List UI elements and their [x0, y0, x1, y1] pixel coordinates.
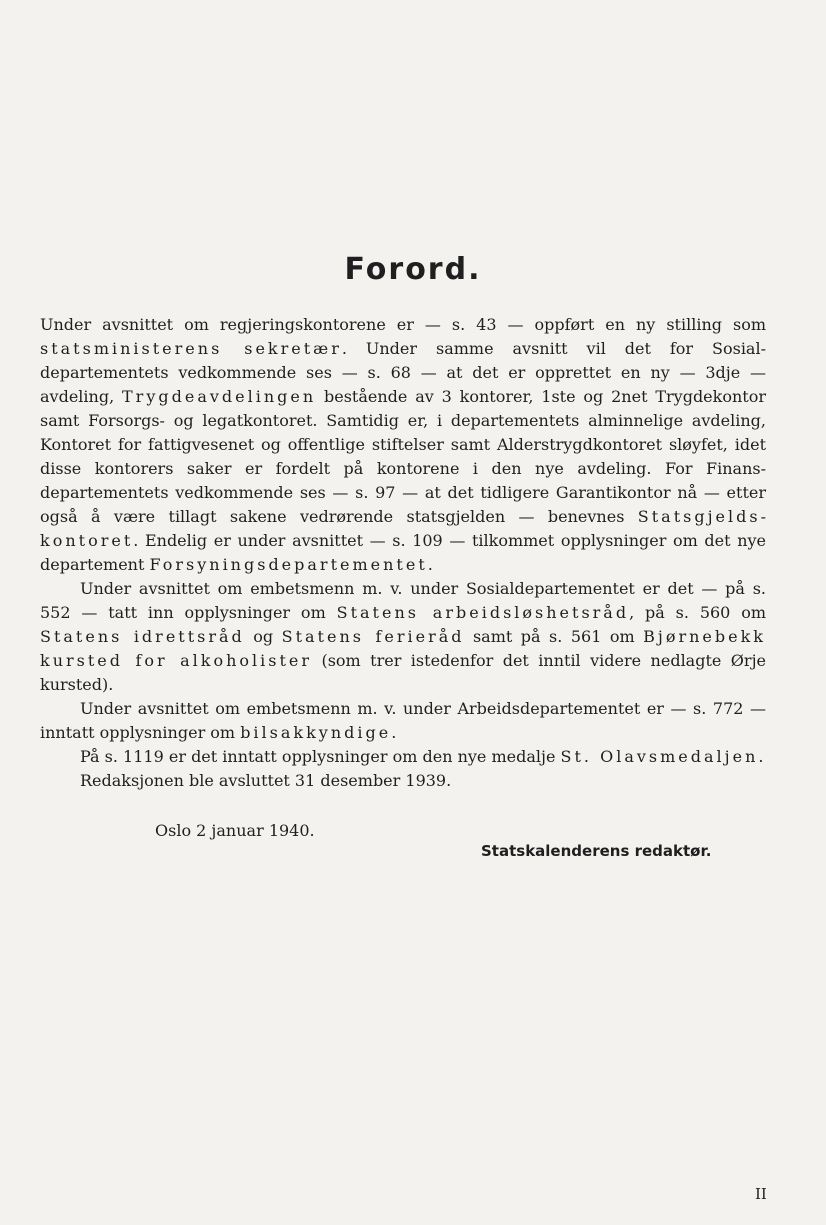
paragraph-2-text: og: [244, 627, 282, 646]
paragraph-1-text: bestående av 3 kontorer, 1ste og 2net Trygdekontor samt Forsorgs- og legatkontoret. Samtidig er, i departementets alminnelige avdeling, Kontoret for fattigvesenet og offentlige stiftelser samt Alderstrygdkontoret sløyfet, idet disse kontorers saker er fordelt på kontorene i den nye avdeling. For Finansdepartementets vedkommende ses — s. 97 — at det tidligere Garantikontor nå — etter også å være tillagt sakene vedrørende statsgjelden — benevnes: [40, 387, 766, 526]
paragraph-1-text: . Under samme avsnitt vil det for Sosialdepartementets vedkommende ses — s. 68 — at det er opprettet en ny — 3dje — avdeling,: [40, 339, 766, 406]
page-number: II: [755, 1185, 767, 1203]
paragraph-4-text: .: [758, 747, 764, 766]
date-line: Oslo 2 januar 1940.: [155, 821, 315, 840]
emphasis-idrettsrad: Statens idrettsråd: [40, 627, 245, 646]
emphasis-bjornebekk-kursted: Bjørnebekk kursted for alkoholister: [40, 627, 766, 670]
paragraph-1: [40, 313, 766, 577]
emphasis-bilsakkyndige: bilsakkyndige: [240, 723, 392, 742]
paragraph-1-text: .: [427, 555, 433, 574]
paragraph-1-text: Under avsnittet om regjeringskontorene er — s. 43 — oppført en ny stilling som: [40, 315, 766, 334]
emphasis-trygdeavdelingen: Trygdeavdelingen: [122, 387, 317, 406]
preface-body: [40, 313, 766, 793]
paragraph-3: [40, 697, 766, 745]
paragraph-2-text: (som trer istedenfor det inntil videre nedlagte Ørje kursted).: [40, 651, 766, 694]
emphasis-st-olavsmedaljen: St. Olavsmedaljen: [560, 747, 759, 766]
emphasis-statsgjeldskontoret: Statsgjeldskontoret: [40, 507, 766, 550]
paragraph-4: [40, 745, 766, 769]
paragraph-5: [40, 769, 766, 793]
page-title: Forord.: [344, 252, 482, 287]
paragraph-4-text: På s. 1119 er det inntatt opplysninger om den nye medalje: [80, 747, 561, 766]
emphasis-arbeidsloshetsrad: Statens arbeidsløshetsråd: [336, 603, 630, 622]
emphasis-forsyningsdepartementet: Forsyningsdepartementet: [149, 555, 428, 574]
signature: Statskalenderens redaktør.: [481, 842, 712, 860]
emphasis-statsministerens-sekretaer: statsministerens sekretær: [40, 339, 342, 358]
paragraph-2-text: Under avsnittet om embetsmenn m. v. under Sosialdepartementet er det — på s. 552 — tatt inn opplysninger om: [40, 579, 766, 622]
paragraph-1-text: . Endelig er under avsnittet — s. 109 — tilkommet opplysninger om det nye departement: [40, 531, 766, 574]
paragraph-5-text: Redaksjonen ble avsluttet 31 desember 1939.: [80, 771, 452, 790]
paragraph-3-text: .: [391, 723, 397, 742]
paragraph-2-text: samt på s. 561 om: [464, 627, 644, 646]
paragraph-2: [40, 577, 766, 697]
paragraph-3-text: Under avsnittet om embetsmenn m. v. under Arbeidsdepartementet er — s. 772 — inntatt opplysninger om: [40, 699, 766, 742]
emphasis-feriérad: Statens ferieråd: [281, 627, 465, 646]
paragraph-2-text: , på s. 560 om: [629, 603, 767, 622]
